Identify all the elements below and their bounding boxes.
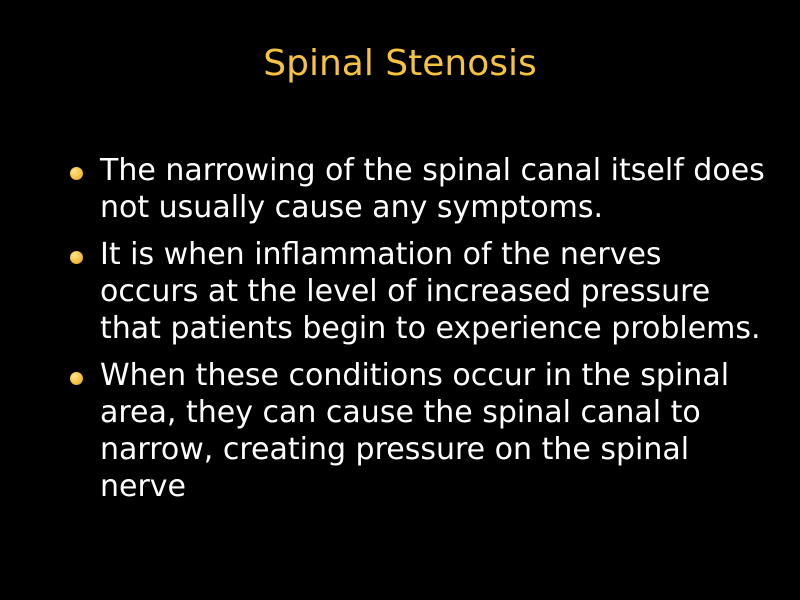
slide-title: Spinal Stenosis [263,43,537,84]
bullet-dot-icon [70,167,83,180]
bullet-text: The narrowing of the spinal canal itself does not usually cause any symptoms. [100,153,765,225]
bullet-item [66,236,766,347]
bullet-text: When these conditions occur in the spinal area, they can cause the spinal canal to narrow, creating pressure on the spinal nerve [100,358,730,504]
bullet-dot-icon [70,251,83,264]
bullet-item [66,357,766,505]
bullet-item [66,152,766,226]
bullet-list [66,152,766,515]
bullet-dot-icon [70,372,83,385]
bullet-text: It is when inflammation of the nerves occurs at the level of increased pressure that patients begin to experience problems. [100,237,761,346]
